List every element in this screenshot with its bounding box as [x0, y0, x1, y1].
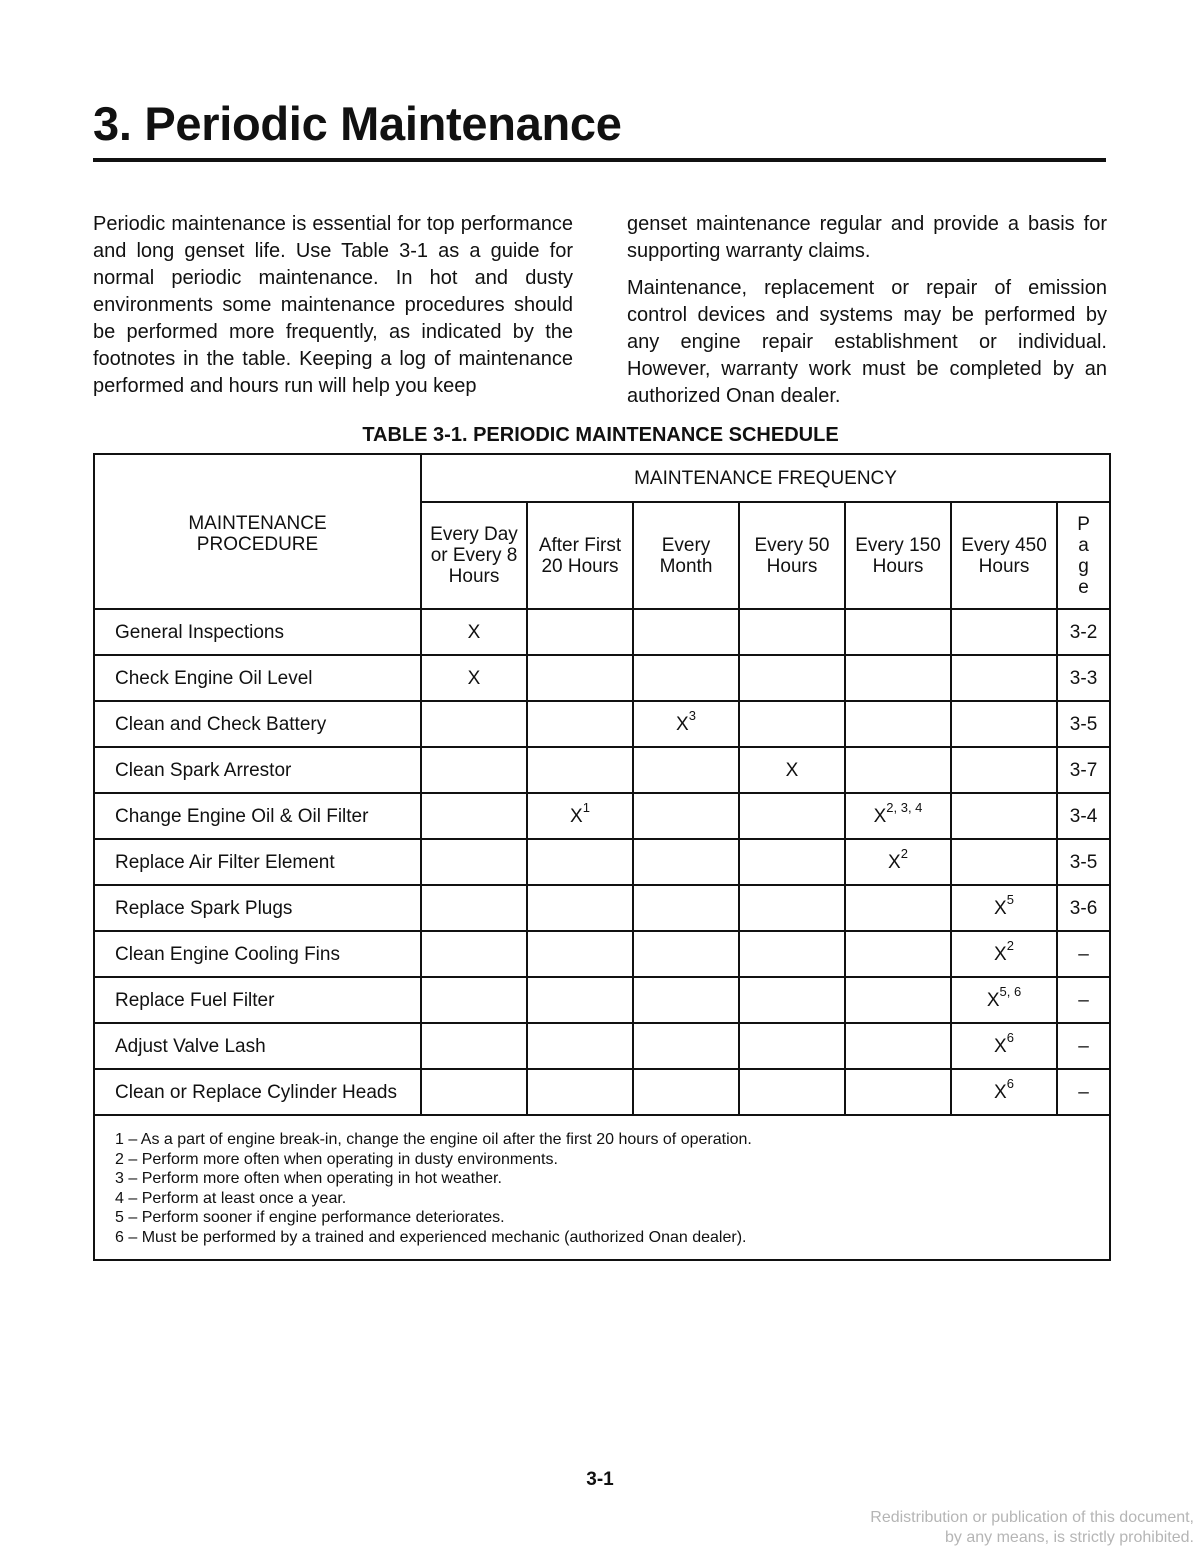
schedule-mark: X	[994, 1035, 1007, 1057]
page-reference-cell: –	[1057, 931, 1110, 977]
frequency-cell	[421, 1023, 527, 1069]
frequency-cell	[633, 701, 739, 747]
procedure-header: MAINTENANCE PROCEDURE	[94, 454, 421, 609]
frequency-cell	[633, 793, 739, 839]
frequency-cell	[527, 701, 633, 747]
redistribution-notice	[794, 1508, 1194, 1548]
footnote-reference: 2, 3, 4	[886, 800, 923, 816]
frequency-cell	[951, 977, 1057, 1023]
frequency-cell	[421, 609, 527, 655]
frequency-cell	[845, 931, 951, 977]
frequency-cell	[845, 609, 951, 655]
footnote-reference: 2	[1006, 938, 1014, 954]
frequency-cell	[633, 839, 739, 885]
footnote-reference: 6	[1006, 1076, 1014, 1092]
intro-left-column	[93, 211, 573, 410]
schedule-mark: X	[676, 713, 689, 735]
schedule-mark: X	[888, 851, 901, 873]
frequency-cell	[845, 793, 951, 839]
frequency-cell	[421, 839, 527, 885]
frequency-column-header: Every 450 Hours	[951, 502, 1057, 609]
frequency-cell	[951, 931, 1057, 977]
frequency-cell	[951, 793, 1057, 839]
frequency-cell	[739, 701, 845, 747]
page-reference-cell: 3-4	[1057, 793, 1110, 839]
schedule-mark: X	[570, 805, 583, 827]
procedure-cell: Clean Spark Arrestor	[94, 747, 421, 793]
maintenance-schedule-table	[93, 453, 1111, 1261]
page-reference-cell: –	[1057, 977, 1110, 1023]
frequency-cell	[421, 885, 527, 931]
page-reference-cell: –	[1057, 1023, 1110, 1069]
frequency-cell	[739, 793, 845, 839]
page-reference-cell: 3-5	[1057, 839, 1110, 885]
table-row	[94, 793, 1110, 839]
frequency-cell	[527, 609, 633, 655]
frequency-cell	[845, 655, 951, 701]
frequency-cell	[633, 977, 739, 1023]
notice-line: Redistribution or publication of this document,	[870, 1509, 1194, 1526]
frequency-column-header: Every Month	[633, 502, 739, 609]
frequency-cell	[633, 885, 739, 931]
frequency-cell	[527, 793, 633, 839]
frequency-cell	[527, 1069, 633, 1115]
frequency-cell	[739, 977, 845, 1023]
frequency-cell	[739, 885, 845, 931]
footnote: 5 – Perform sooner if engine performance deteriorates.	[115, 1209, 505, 1226]
footnote: 2 – Perform more often when operating in dusty environments.	[115, 1150, 558, 1168]
table-row	[94, 747, 1110, 793]
frequency-cell	[633, 1023, 739, 1069]
frequency-cell	[527, 1023, 633, 1069]
frequency-cell	[739, 839, 845, 885]
frequency-cell	[739, 1069, 845, 1115]
frequency-cell	[739, 931, 845, 977]
procedure-cell: General Inspections	[94, 609, 421, 655]
footnote: 6 – Must be performed by a trained and experienced mechanic (authorized Onan dealer).	[115, 1228, 747, 1246]
intro-right-column	[627, 211, 1107, 420]
page-reference-cell: 3-6	[1057, 885, 1110, 931]
procedure-cell: Clean or Replace Cylinder Heads	[94, 1069, 421, 1115]
page-reference-cell: 3-7	[1057, 747, 1110, 793]
frequency-cell	[633, 931, 739, 977]
frequency-cell	[633, 747, 739, 793]
schedule-mark: X	[986, 989, 1000, 1011]
procedure-cell: Replace Air Filter Element	[94, 839, 421, 885]
frequency-cell	[633, 1069, 739, 1115]
title-divider	[93, 158, 1106, 162]
procedure-cell: Clean and Check Battery	[94, 701, 421, 747]
frequency-cell	[951, 1069, 1057, 1115]
frequency-cell	[739, 747, 845, 793]
frequency-cell	[527, 931, 633, 977]
frequency-column-header: After First 20 Hours	[527, 502, 633, 609]
frequency-cell	[845, 839, 951, 885]
footnote-reference: 5, 6	[999, 984, 1022, 1000]
frequency-cell	[951, 655, 1057, 701]
frequency-cell	[421, 1069, 527, 1115]
schedule-mark: X	[994, 1081, 1007, 1103]
footnote: 3 – Perform more often when operating in hot weather.	[115, 1170, 502, 1187]
schedule-mark: X	[873, 805, 887, 827]
footnote-reference: 1	[582, 800, 590, 816]
schedule-mark: X	[785, 759, 799, 781]
intro-paragraph-continued: genset maintenance regular and provide a basis for supporting warranty claims.	[627, 213, 1107, 262]
table-row	[94, 977, 1110, 1023]
footnote-reference: 2	[900, 846, 908, 862]
frequency-cell	[421, 655, 527, 701]
intro-paragraph: Periodic maintenance is essential for top performance and long genset life. Use Table 3-1 as a guide for normal periodic maintenance. In hot and dusty environments some maintenance procedures should be performed more frequently, as indicated by the footnotes in the table. Keeping a log of maintenance performed and hours run will help you keep	[93, 213, 573, 397]
frequency-header: MAINTENANCE FREQUENCY	[421, 454, 1110, 502]
frequency-cell	[633, 609, 739, 655]
procedure-cell: Replace Fuel Filter	[94, 977, 421, 1023]
page-reference-cell: –	[1057, 1069, 1110, 1115]
table-row	[94, 885, 1110, 931]
frequency-cell	[527, 885, 633, 931]
frequency-cell	[951, 885, 1057, 931]
frequency-cell	[421, 977, 527, 1023]
procedure-cell: Clean Engine Cooling Fins	[94, 931, 421, 977]
table-row	[94, 655, 1110, 701]
page-reference-cell: 3-5	[1057, 701, 1110, 747]
frequency-cell	[421, 793, 527, 839]
frequency-cell	[951, 1023, 1057, 1069]
schedule-mark: X	[994, 943, 1007, 965]
schedule-mark: X	[467, 621, 481, 643]
schedule-mark: X	[994, 897, 1007, 919]
procedure-cell: Change Engine Oil & Oil Filter	[94, 793, 421, 839]
footnote: 1 – As a part of engine break-in, change the engine oil after the first 20 hours of operation.	[115, 1131, 752, 1148]
procedure-cell: Check Engine Oil Level	[94, 655, 421, 701]
frequency-cell	[633, 655, 739, 701]
table-row	[94, 931, 1110, 977]
notice-line: by any means, is strictly prohibited.	[945, 1529, 1194, 1546]
frequency-cell	[845, 1069, 951, 1115]
footnote-reference: 5	[1006, 892, 1014, 908]
page-column-header: P a g e	[1057, 502, 1110, 609]
table-title: TABLE 3-1. PERIODIC MAINTENANCE SCHEDULE	[362, 424, 839, 446]
frequency-column-header: Every Day or Every 8 Hours	[421, 502, 527, 609]
frequency-cell	[421, 931, 527, 977]
footnotes	[94, 1115, 1110, 1260]
frequency-cell	[845, 1023, 951, 1069]
procedure-cell: Adjust Valve Lash	[94, 1023, 421, 1069]
frequency-cell	[527, 747, 633, 793]
frequency-cell	[739, 655, 845, 701]
footnote-reference: 3	[688, 708, 696, 724]
procedure-cell: Replace Spark Plugs	[94, 885, 421, 931]
page-reference-cell: 3-3	[1057, 655, 1110, 701]
frequency-cell	[527, 977, 633, 1023]
frequency-cell	[951, 609, 1057, 655]
frequency-cell	[421, 747, 527, 793]
frequency-cell	[739, 609, 845, 655]
frequency-column-header: Every 50 Hours	[739, 502, 845, 609]
table-row	[94, 609, 1110, 655]
table-row	[94, 1023, 1110, 1069]
footnote-reference: 6	[1006, 1030, 1014, 1046]
table-row	[94, 701, 1110, 747]
emission-paragraph: Maintenance, replacement or repair of emission control devices and systems may be performed by any engine repair establishment or individual. However, warranty work must be completed by an authorized Onan dealer.	[627, 277, 1107, 407]
frequency-cell	[845, 977, 951, 1023]
frequency-cell	[951, 839, 1057, 885]
page-number: 3-1	[586, 1469, 614, 1490]
frequency-cell	[421, 701, 527, 747]
table-row	[94, 839, 1110, 885]
schedule-mark: X	[467, 667, 481, 689]
frequency-cell	[845, 701, 951, 747]
frequency-cell	[951, 747, 1057, 793]
table-row	[94, 1069, 1110, 1115]
frequency-cell	[527, 655, 633, 701]
frequency-cell	[951, 701, 1057, 747]
frequency-cell	[527, 839, 633, 885]
frequency-cell	[739, 1023, 845, 1069]
frequency-column-header: Every 150 Hours	[845, 502, 951, 609]
frequency-cell	[845, 885, 951, 931]
footnote: 4 – Perform at least once a year.	[115, 1189, 347, 1207]
page-title: 3. Periodic Maintenance	[93, 97, 622, 150]
page-reference-cell: 3-2	[1057, 609, 1110, 655]
frequency-cell	[845, 747, 951, 793]
